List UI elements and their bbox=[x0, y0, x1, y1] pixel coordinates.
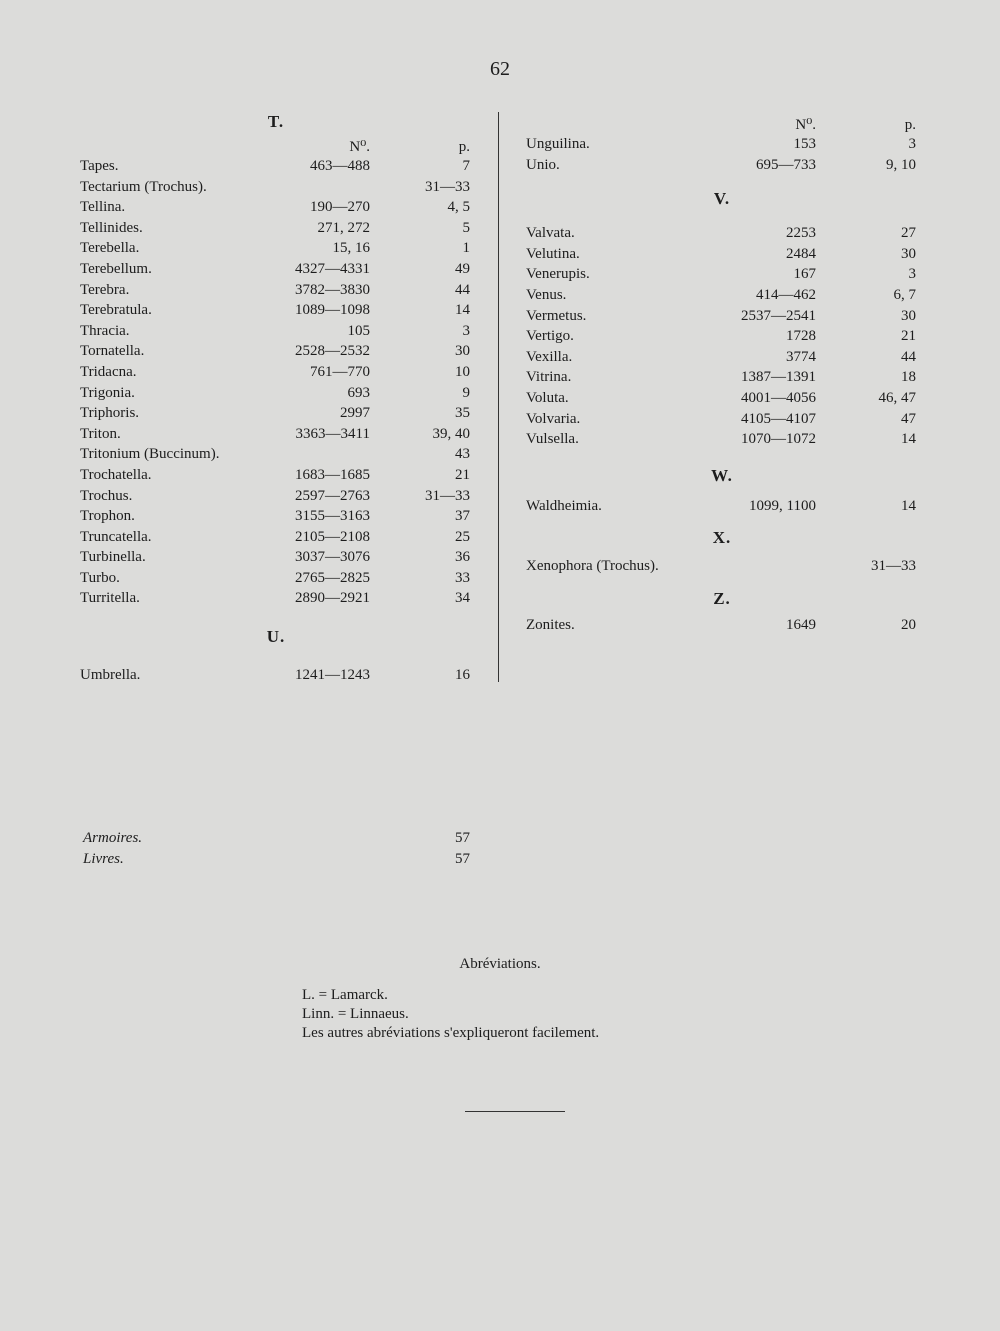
entry-name: Zonites. bbox=[526, 616, 575, 633]
index-entry bbox=[80, 383, 472, 404]
entry-number: 1241—1243 bbox=[295, 667, 370, 684]
section-letter-u: U. bbox=[266, 627, 286, 647]
entry-name: Turbo. bbox=[80, 569, 120, 586]
index-entry bbox=[526, 223, 918, 244]
entry-name: Vermetus. bbox=[526, 307, 587, 324]
index-entry bbox=[80, 547, 472, 568]
left-column bbox=[80, 112, 472, 686]
entry-name: Venus. bbox=[526, 286, 567, 303]
entry-name: Tectarium (Trochus). bbox=[80, 178, 207, 195]
entry-page: 10 bbox=[455, 363, 470, 380]
entry-page: 44 bbox=[455, 281, 470, 298]
entry-name: Umbrella. bbox=[80, 667, 141, 684]
entry-page: 37 bbox=[455, 508, 470, 525]
page-header: p. bbox=[458, 139, 470, 155]
entry-name: Vulsella. bbox=[526, 431, 579, 448]
entry-page: 36 bbox=[455, 549, 470, 566]
entry-number: 693 bbox=[347, 384, 370, 401]
entry-number: 3782—3830 bbox=[295, 281, 370, 298]
entry-name: Vexilla. bbox=[526, 348, 573, 365]
entry-number: 2105—2108 bbox=[295, 528, 370, 545]
index-entry bbox=[80, 197, 472, 218]
entry-page: 34 bbox=[455, 590, 470, 607]
page-header: p. bbox=[904, 117, 916, 133]
entry-name: Vertigo. bbox=[526, 328, 574, 345]
index-entry bbox=[526, 326, 918, 347]
abbreviations-block bbox=[0, 956, 1000, 1041]
index-entry bbox=[526, 134, 918, 155]
index-entry bbox=[526, 264, 918, 285]
index-entry bbox=[80, 403, 472, 424]
column-header bbox=[80, 132, 472, 156]
entry-number: 1649 bbox=[786, 616, 816, 633]
index-entry bbox=[526, 556, 918, 577]
entry-page: 21 bbox=[455, 466, 470, 483]
index-entry bbox=[526, 285, 918, 306]
entry-page: 9, 10 bbox=[886, 156, 916, 173]
entry-page: 3 bbox=[908, 266, 916, 283]
abbreviations-list bbox=[302, 986, 599, 1043]
entry-page: 6, 7 bbox=[893, 286, 916, 303]
section-letter-v: V. bbox=[713, 189, 731, 209]
entry-name: Velutina. bbox=[526, 245, 580, 262]
index-entry bbox=[80, 506, 472, 527]
entry-name: Triton. bbox=[80, 425, 121, 442]
section-letter-t: T. bbox=[267, 112, 285, 131]
entry-number: 463—488 bbox=[310, 158, 370, 174]
entry-page: 35 bbox=[455, 405, 470, 422]
entry-number: 2765—2825 bbox=[295, 569, 370, 586]
index-entry bbox=[80, 465, 472, 486]
section-letter-w: W. bbox=[711, 465, 733, 485]
entry-name: Unio. bbox=[526, 156, 560, 173]
entry-page: 47 bbox=[901, 410, 916, 427]
entry-page: 31—33 bbox=[425, 487, 470, 504]
entry-name: Trochatella. bbox=[80, 466, 152, 483]
entry-page: 25 bbox=[455, 528, 470, 545]
x-entries bbox=[526, 556, 918, 577]
entry-number: 761—770 bbox=[310, 363, 370, 380]
entry-name: Triphoris. bbox=[80, 405, 140, 422]
entry-number: 1387—1391 bbox=[741, 369, 816, 386]
z-entries bbox=[526, 615, 918, 636]
abbreviations-title: Abréviations. bbox=[459, 956, 541, 972]
entry-number: 1683—1685 bbox=[295, 466, 370, 483]
entry-name: Valvata. bbox=[526, 225, 575, 242]
entry-page: 7 bbox=[462, 158, 470, 174]
index-entry bbox=[80, 665, 472, 686]
entry-page: 30 bbox=[901, 245, 916, 262]
index-entry bbox=[526, 155, 918, 176]
misc-entries bbox=[83, 828, 472, 869]
index-entry bbox=[80, 238, 472, 259]
entry-page: 43 bbox=[455, 446, 470, 463]
entry-page: 44 bbox=[901, 348, 916, 365]
abbreviation-line: Linn. = Linnaeus. bbox=[302, 1006, 409, 1022]
closing-rule bbox=[465, 1111, 565, 1112]
entry-name: Trochus. bbox=[80, 487, 133, 504]
entry-page: 14 bbox=[901, 497, 916, 514]
t-entries bbox=[80, 156, 472, 609]
u-continued-entries bbox=[526, 134, 918, 175]
entry-name: Thracia. bbox=[80, 322, 130, 339]
entry-name: Tellinides. bbox=[80, 219, 143, 236]
index-entry bbox=[526, 367, 918, 388]
right-column bbox=[526, 112, 918, 636]
entry-number: 15, 16 bbox=[332, 240, 370, 257]
abbreviation-line: Les autres abréviations s'expliqueront facilement. bbox=[302, 1025, 600, 1041]
entry-number: 2528—2532 bbox=[295, 343, 370, 360]
entry-name: Terebella. bbox=[80, 240, 140, 257]
index-entry bbox=[80, 300, 472, 321]
u-entries bbox=[80, 665, 472, 686]
entry-number: 2253 bbox=[786, 225, 816, 242]
entry-page: 27 bbox=[901, 225, 916, 242]
index-entry bbox=[80, 568, 472, 589]
index-entry bbox=[80, 362, 472, 383]
entry-number: 3155—3163 bbox=[295, 508, 370, 525]
entry-page: 1 bbox=[462, 240, 470, 257]
entry-name: Tridacna. bbox=[80, 363, 137, 380]
entry-name: Voluta. bbox=[526, 389, 569, 406]
section-letter-x: X. bbox=[712, 528, 732, 548]
column-divider bbox=[498, 112, 499, 682]
entry-number: 3363—3411 bbox=[295, 425, 370, 442]
entry-number: 167 bbox=[793, 266, 816, 283]
entry-page: 5 bbox=[462, 219, 470, 236]
index-entry bbox=[526, 347, 918, 368]
entry-number: 3037—3076 bbox=[295, 549, 370, 566]
index-entry bbox=[526, 306, 918, 327]
entry-page: 33 bbox=[455, 569, 470, 586]
entry-page: 3 bbox=[462, 322, 470, 339]
entry-name: Terebra. bbox=[80, 281, 130, 298]
index-entry bbox=[80, 321, 472, 342]
entry-name: Turbinella. bbox=[80, 549, 146, 566]
misc-entry bbox=[83, 828, 472, 849]
entry-name: Unguilina. bbox=[526, 136, 590, 152]
column-header bbox=[526, 112, 918, 134]
entry-name: Terebratula. bbox=[80, 302, 152, 319]
w-entries bbox=[526, 496, 918, 517]
entry-name: Trigonia. bbox=[80, 384, 135, 401]
section-letter-z: Z. bbox=[713, 588, 731, 608]
entry-number: 1070—1072 bbox=[741, 431, 816, 448]
entry-page: 21 bbox=[901, 328, 916, 345]
entry-number: 105 bbox=[347, 322, 370, 339]
number-header: N⁰. bbox=[349, 139, 370, 155]
entry-page: 30 bbox=[901, 307, 916, 324]
entry-number: 2537—2541 bbox=[741, 307, 816, 324]
index-entry bbox=[80, 259, 472, 280]
entry-page: 3 bbox=[908, 136, 916, 152]
entry-number: 414—462 bbox=[756, 286, 816, 303]
entry-number: 2484 bbox=[786, 245, 816, 262]
entry-number: 3774 bbox=[786, 348, 816, 365]
entry-page: 20 bbox=[901, 616, 916, 633]
index-entry bbox=[80, 218, 472, 239]
entry-name: Venerupis. bbox=[526, 266, 590, 283]
entry-name: Turritella. bbox=[80, 590, 140, 607]
entry-name: Terebellum. bbox=[80, 260, 152, 277]
entry-name: Trophon. bbox=[80, 508, 135, 525]
entry-name: Volvaria. bbox=[526, 410, 581, 427]
index-entry bbox=[526, 429, 918, 450]
entry-name: Vitrina. bbox=[526, 369, 572, 386]
v-entries bbox=[526, 223, 918, 450]
entry-page: 18 bbox=[901, 369, 916, 386]
entry-number: 4105—4107 bbox=[741, 410, 816, 427]
entry-page: 57 bbox=[455, 830, 470, 846]
entry-page: 14 bbox=[455, 302, 470, 319]
entry-number: 2597—2763 bbox=[295, 487, 370, 504]
entry-number: 271, 272 bbox=[317, 219, 370, 236]
entry-number: 190—270 bbox=[310, 199, 370, 216]
index-entry bbox=[80, 527, 472, 548]
entry-page: 4, 5 bbox=[447, 199, 470, 216]
index-entry bbox=[80, 341, 472, 362]
entry-name: Xenophora (Trochus). bbox=[526, 558, 659, 575]
index-entry bbox=[80, 424, 472, 445]
entry-page: 49 bbox=[455, 260, 470, 277]
entry-number: 1099, 1100 bbox=[749, 497, 816, 514]
index-entry bbox=[526, 244, 918, 265]
entry-number: 2890—2921 bbox=[295, 590, 370, 607]
index-entry bbox=[526, 496, 918, 517]
entry-page: 57 bbox=[455, 850, 470, 867]
entry-name: Waldheimia. bbox=[526, 497, 602, 514]
entry-page: 16 bbox=[455, 667, 470, 684]
entry-number: 4327—4331 bbox=[295, 260, 370, 277]
entry-name: Truncatella. bbox=[80, 528, 152, 545]
index-entry bbox=[80, 177, 472, 198]
misc-entry bbox=[83, 849, 472, 870]
abbreviation-line: L. = Lamarck. bbox=[302, 987, 388, 1003]
page-number: 62 bbox=[490, 58, 510, 80]
entry-page: 39, 40 bbox=[432, 425, 470, 442]
entry-name: Tornatella. bbox=[80, 343, 145, 360]
entry-number: 1728 bbox=[786, 328, 816, 345]
index-entry bbox=[80, 280, 472, 301]
entry-page: 14 bbox=[901, 431, 916, 448]
entry-number: 1089—1098 bbox=[295, 302, 370, 319]
index-entry bbox=[80, 156, 472, 177]
entry-number: 2997 bbox=[340, 405, 370, 422]
entry-number: 695—733 bbox=[756, 156, 816, 173]
entry-page: 9 bbox=[462, 384, 470, 401]
entry-name: Tapes. bbox=[80, 158, 119, 174]
index-entry bbox=[526, 388, 918, 409]
index-entry bbox=[80, 444, 472, 465]
entry-number: 4001—4056 bbox=[741, 389, 816, 406]
index-entry bbox=[526, 615, 918, 636]
entry-page: 31—33 bbox=[871, 558, 916, 575]
entry-name: Tritonium (Buccinum). bbox=[80, 446, 220, 463]
entry-page: 46, 47 bbox=[878, 389, 916, 406]
entry-page: 30 bbox=[455, 343, 470, 360]
entry-name: Tellina. bbox=[80, 199, 126, 216]
entry-name: Armoires. bbox=[83, 830, 143, 846]
number-header: N⁰. bbox=[795, 117, 816, 133]
entry-name: Livres. bbox=[83, 850, 124, 867]
entry-number: 153 bbox=[793, 136, 816, 152]
entry-page: 31—33 bbox=[425, 178, 470, 195]
index-entry bbox=[526, 409, 918, 430]
index-entry bbox=[80, 588, 472, 609]
index-entry bbox=[80, 486, 472, 507]
